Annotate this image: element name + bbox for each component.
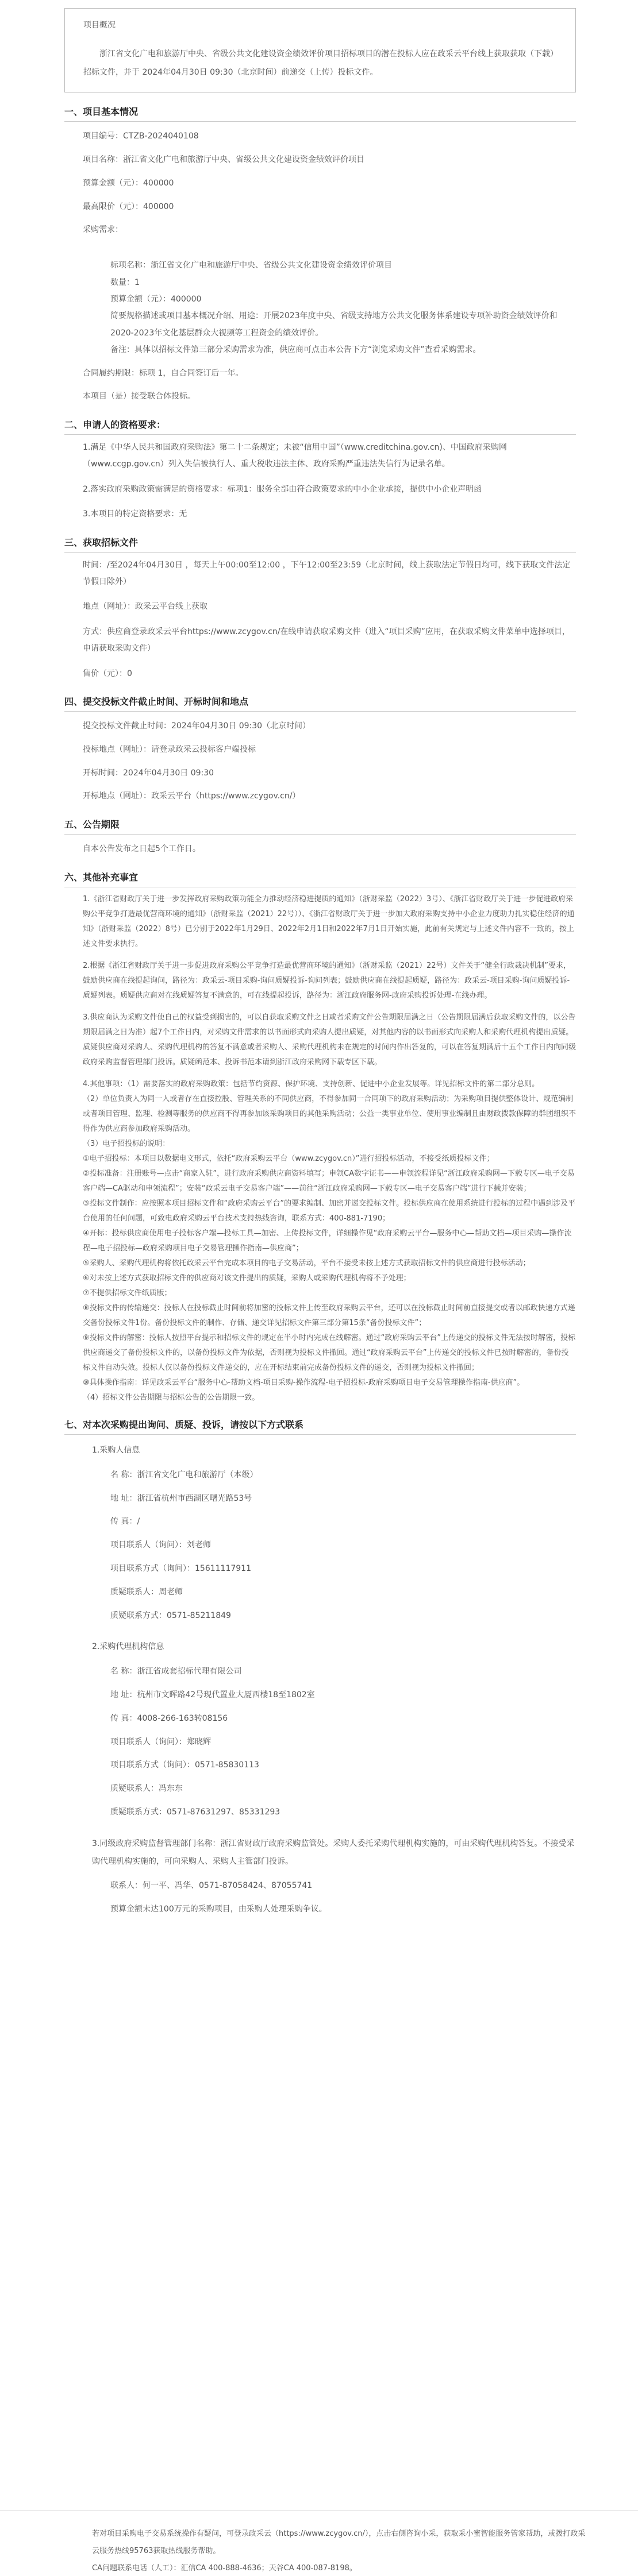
qualification-1: 1.满足《中华人民共和国政府采购法》第二十二条规定；未被“信用中国”（www.creditchina.gov.cn)、中国政府采购网（www.ccgp.gov.cn）列入失信被执行人、重大税收违法主体、政府采购严重违法失信行为记录名单。 xyxy=(83,443,507,469)
bid-item-quantity: 数量：1 xyxy=(110,277,140,287)
agent-contact: 项目联系人（询问）：郑晓辉 xyxy=(110,1737,211,1747)
eprocurement-8: ⑧投标文件的传输递交：投标人在投标截止时间前将加密的投标文件上传至政府采购云平台，还可以在投标截止时间前直接提交或者以邮政快递方式递交备份投标文件1份。备份投标文件的制作、存储、递交详见招标文件第三部分第15条“备份投标文件”； xyxy=(83,1303,575,1327)
supplement-4c: （3）电子招投标的说明： xyxy=(83,1139,170,1148)
supplement-4b: （2）单位负责人为同一人或者存在直接控股、管理关系的不同供应商，不得参加同一合同项下的政府采购活动；为采购项目提供整体设计、规范编制或者项目管理、监理、检测等服务的供应商不得再参加该采购项目的其他采购活动；公益一类事业单位、使用事业编制且由财政拨款保障的群团组织不得作为供应商参加政府采购活动。 xyxy=(83,1094,576,1133)
opening-time: 开标时间：2024年04月30日 09:30 xyxy=(83,768,214,778)
section-7-title: 七、对本次采购提出询问、质疑、投诉，请按以下方式联系 xyxy=(64,1416,576,1435)
overview-box xyxy=(64,8,576,92)
footer-help-text: 若对项目采购电子交易系统操作有疑问，可登录政采云（https://www.zcygov.cn/），点击右侧咨询小采，获取采小蜜智能服务管家帮助，或拨打政采云服务热线95763获取热线服务帮助。 xyxy=(92,2529,586,2555)
supplement-2: 2.根据《浙江省财政厅关于进一步促进政府采购公平竞争打造最优营商环境的通知》（浙财采监（2021）22号）文件关于“健全行政裁决机制”要求，鼓励供应商在线提起询问，路径为：政采云-项目采购-询问质疑投诉-询问列表；鼓励供应商在线提起质疑，路径为：政采云-项目采购-询问质疑投诉-质疑列表。质疑供应商对在线质疑答复不满意的，可在线提起投诉，路径为：浙江政府服务网-政府采购投诉处理-在线办理。 xyxy=(83,961,571,1000)
opening-place: 开标地点（网址）：政采云平台（https://www.zcygov.cn/） xyxy=(83,791,301,801)
procurement-needs xyxy=(64,257,576,358)
buyer-complaint-phone: 质疑联系方式：0571-85211849 xyxy=(110,1611,231,1620)
bid-item-name: 标项名称：浙江省文化广电和旅游厅中央、省级公共文化建设资金绩效评价项目 xyxy=(110,261,392,271)
eprocurement-7: ⑦不提供招标文件纸质版； xyxy=(83,1288,172,1297)
tender-docs-price: 售价（元）：0 xyxy=(83,669,132,678)
footer-ca-phone: CA问题联系电话（人工）：汇信CA 400-888-4636；天谷CA 400-087-8198。 xyxy=(92,2563,357,2573)
project-number: 项目编号：CTZB-2024040108 xyxy=(83,132,199,141)
contract-period: 合同履约期限：标项 1，自合同签订后一年。 xyxy=(83,368,244,378)
consortium-note: 本项目（是）接受联合体投标。 xyxy=(83,392,195,401)
eprocurement-4: ④开标：投标供应商使用电子投标客户端—投标工具—加密、上传投标文件，详细操作见“政府采购云平台—服务中心—帮助文档—项目采购—操作流程—电子招投标—政府采购项目电子交易管理操作指南—供应商”； xyxy=(83,1229,572,1253)
agent-complaint-phone: 质疑联系方式：0571-87631297、85331293 xyxy=(110,1807,280,1817)
eprocurement-3: ③投标文件制作：应按照本项目招标文件和“政府采购云平台”的要求编制、加密并递交投标文件。投标供应商在使用系统进行投标的过程中遇到涉及平台使用的任何问题，可致电政府采购云平台技术支持热线咨询，联系方式：400-881-7190； xyxy=(83,1199,576,1223)
budget-amount: 预算金额（元）：400000 xyxy=(83,178,174,188)
buyer-name: 名 称：浙江省文化广电和旅游厅（本级） xyxy=(110,1470,258,1480)
eprocurement-9: ⑨投标文件的解密：投标人按照平台提示和招标文件的规定在半小时内完成在线解密。通过“政府采购云平台”上传递交的投标文件无法按时解密，投标供应商递交了备份投标文件的，以备份投标文件为依据，否则视为投标文件撤回。通过“政府采购云平台”上传递交的投标文件已按时解密的，备份投标文件自动失效。投标人仅以备份投标文件递交的，应在开标结束前完成备份投标文件的递交，否则视为投标文件撤回； xyxy=(83,1333,576,1372)
bid-item-remark: 备注：具体以招标文件第三部分采购需求为准，供应商可点击本公告下方“浏览采购文件”查看采购需求。 xyxy=(110,345,481,355)
contact-info xyxy=(64,1442,576,1918)
buyer-complaint-contact: 质疑联系人：周老师 xyxy=(110,1587,183,1597)
submission-deadline: 提交投标文件截止时间：2024年04月30日 09:30（北京时间） xyxy=(83,721,311,731)
agent-fax: 传 真：4008-266-163转08156 xyxy=(110,1713,228,1723)
qualification-2: 2.落实政府采购政策需满足的资格要求：标项1：服务全部由符合政策要求的中小企业承接，提供中小企业声明函 xyxy=(83,484,482,494)
section-5-title: 五、公告期限 xyxy=(64,816,576,835)
tender-docs-time: 时间：/至2024年04月30日 ，每天上午00:00至12:00 ，下午12:00至23:59（北京时间，线上获取法定节假日均可，线下获取文件法定节假日除外） xyxy=(83,560,571,587)
buyer-contact: 项目联系人（询问）：刘老师 xyxy=(110,1540,211,1550)
supplement-3: 3.供应商认为采购文件使自己的权益受到损害的，可以自获取采购文件之日或者采购文件公告期限届满之日（公告期限届满后获取采购文件的，以公告期限届满之日为准）起7个工作日内，对采购文件需求的以书面形式向采购人提出质疑，对其他内容的以书面形式向采购人和采购代理机构提出质疑。质疑供应商对采购人、采购代理机构的答复不满意或者采购人、采购代理机构未在规定的时间内作出答复的，可以在答复期满后十五个工作日内向同级政府采购监督管理部门投诉。质疑函范本、投诉书范本请到浙江政府采购网下载专区下载。 xyxy=(83,1013,576,1067)
announcement-period: 自本公告发布之日起5个工作日。 xyxy=(83,844,201,854)
supplement-4d: （4）招标文件公告期限与招标公告的公告期限一致。 xyxy=(83,1393,260,1402)
section-4-title: 四、提交投标文件截止时间、开标时间和地点 xyxy=(64,693,576,712)
supervision-info: 3.同级政府采购监督管理部门名称：浙江省财政厅政府采购监管处。采购人委托采购代理机构实施的，可由采购代理机构答复。不接受采购代理机构实施的，可向采购人、采购人主管部门投诉。 xyxy=(92,1839,575,1866)
agent-info-title: 2.采购代理机构信息 xyxy=(92,1642,164,1652)
announcement-content xyxy=(64,0,576,1924)
buyer-address: 地 址：浙江省杭州市西湖区曙光路53号 xyxy=(110,1493,252,1503)
overview-text: 浙江省文化广电和旅游厅中央、省级公共文化建设资金绩效评价项目招标项目的潜在投标人应在政采云平台线上获取获取（下载）招标文件，并于 2024年04月30日 09:30（北京时间）前递交（上传）投标文件。 xyxy=(83,49,558,77)
dispute-note: 预算金额未达100万元的采购项目，由采购人处理采购争议。 xyxy=(110,1905,327,1914)
agent-address: 地 址：杭州市文晖路42号现代置业大厦西楼18至1802室 xyxy=(110,1690,315,1700)
section-6-title: 六、其他补充事宜 xyxy=(64,868,576,887)
supplement-4: 4.其他事项：（1）需要落实的政府采购政策：包括节约资源、保护环境、支持创新、促进中小企业发展等。详见招标文件的第二部分总则。 xyxy=(83,1079,540,1088)
submission-place: 投标地点（网址）：请登录政采云投标客户端投标 xyxy=(83,744,256,754)
max-price: 最高限价（元）：400000 xyxy=(83,202,174,211)
eprocurement-5: ⑤采购人、采购代理机构将依托政采云平台完成本项目的电子交易活动，平台不接受未按上述方式获取招标文件的供应商进行投标活动； xyxy=(83,1258,531,1268)
buyer-phone: 项目联系方式（询问）：15611117911 xyxy=(110,1563,251,1573)
supervision-contact: 联系人：何一平、冯华、0571-87058424、87055741 xyxy=(110,1881,313,1891)
tender-docs-method: 方式：供应商登录政采云平台https://www.zcygov.cn/在线申请获取采购文件（进入“项目采购”应用，在获取采购文件菜单中选择项目，申请获取采购文件） xyxy=(83,627,570,654)
agent-phone: 项目联系方式（询问）：0571-85830113 xyxy=(110,1760,259,1770)
section-1-title: 一、项目基本情况 xyxy=(64,103,576,122)
tender-docs-place: 地点（网址）：政采云平台线上获取 xyxy=(83,602,207,612)
buyer-fax: 传 真：/ xyxy=(110,1517,140,1527)
eprocurement-10: ⑩具体操作指南：详见政采云平台“服务中心-帮助文档-项目采购-操作流程-电子招投标-政府采购项目电子交易管理操作指南-供应商”。 xyxy=(83,1378,525,1387)
eprocurement-1: ①电子招投标：本项目以数据电文形式，依托“政府采购云平台（www.zcygov.cn）”进行招投标活动，不接受纸质投标文件； xyxy=(83,1154,494,1163)
eprocurement-2: ②投标准备：注册账号—点击“商家入驻”，进行政府采购供应商资料填写；申领CA数字证书——申领流程详见“浙江政府采购网—下载专区—电子交易客户端—CA驱动和申领流程”；安装“政采云电子交易客户端”——前往“浙江政府采购网—下载专区—电子交易客户端”进行下载并安装； xyxy=(83,1169,575,1193)
bid-item-spec: 简要规格描述或项目基本概况介绍、用途：开展2023年度中央、省级支持地方公共文化服务体系建设专项补助资金绩效评价和2020-2023年文化基层群众大视频等工程资金的绩效评价。 xyxy=(110,311,558,338)
supplement-1: 1.《浙江省财政厅关于进一步发挥政府采购政策功能全力推动经济稳进提质的通知》（浙财采监（2022）3号）、《浙江省财政厅关于进一步促进政府采购公平竞争打造最优营商环境的通知》（浙财采监（2021）22号））、《浙江省财政厅关于进一步加大政府采购支持中小企业力度助力扎实稳住经济的通知》（浙财采监（2022）8号）已分别于2022年1月29日、2022年2月1日和2022年7月1日开始实施，此前有关规定与上述文件内容不一致的，按上述文件要求执行。 xyxy=(83,894,575,948)
buyer-info-title: 1.采购人信息 xyxy=(92,1445,140,1455)
overview-title: 项目概况 xyxy=(83,21,116,30)
footer xyxy=(0,2510,638,2576)
supplementary-items xyxy=(64,892,576,1405)
section-3-title: 三、获取招标文件 xyxy=(64,534,576,553)
eprocurement-6: ⑥对未按上述方式获取招标文件的供应商对该文件提出的质疑，采购人或采购代理机构将不予处理； xyxy=(83,1273,411,1283)
procurement-needs-label: 采购需求： xyxy=(83,225,123,235)
section-2-title: 二、申请人的资格要求： xyxy=(64,416,576,435)
project-name: 项目名称：浙江省文化广电和旅游厅中央、省级公共文化建设资金绩效评价项目 xyxy=(83,155,364,164)
agent-name: 名 称：浙江省成套招标代理有限公司 xyxy=(110,1667,242,1677)
qualification-3: 3.本项目的特定资格要求：无 xyxy=(83,509,187,519)
bid-item-budget: 预算金额（元）：400000 xyxy=(110,294,202,304)
agent-complaint-contact: 质疑联系人：冯东东 xyxy=(110,1784,183,1794)
